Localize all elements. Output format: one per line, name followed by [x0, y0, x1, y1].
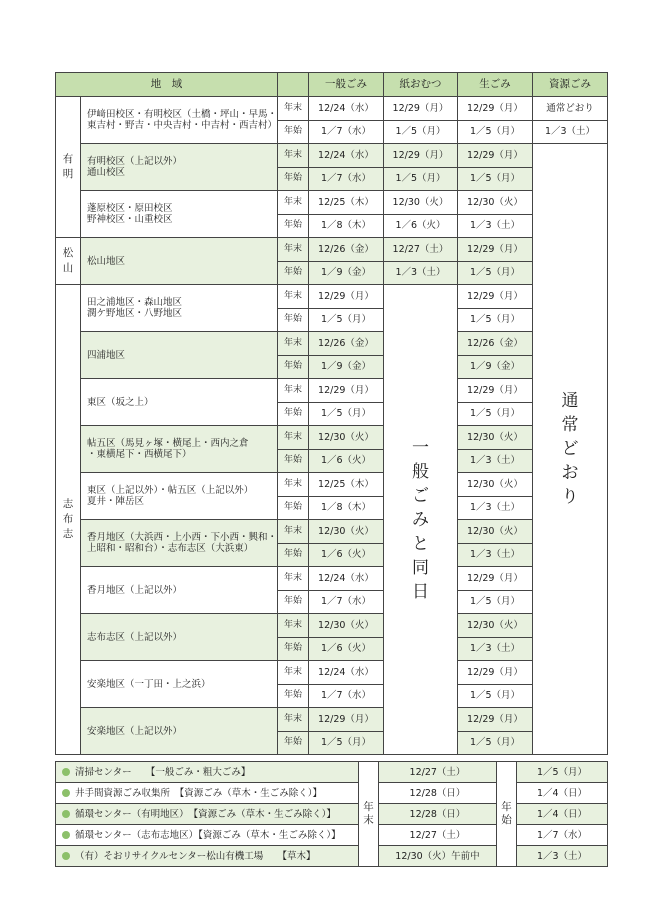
location-cell: 蓬原校区・原田校区 野神校区・山重校区	[81, 191, 278, 238]
general-end: 12/25（木）	[309, 473, 384, 497]
header-row	[56, 73, 608, 97]
period-end: 年末	[278, 567, 309, 591]
period-start: 年始	[278, 543, 309, 567]
header-area: 地 域	[56, 73, 278, 97]
period-end: 年末	[278, 473, 309, 497]
table-row	[56, 473, 608, 497]
general-start: 1／8（木）	[309, 214, 384, 238]
facility-name: （有）そおリサイクルセンター松山有機工場 【草木】	[56, 846, 359, 867]
table-row	[56, 285, 608, 309]
bullet-icon	[62, 810, 70, 818]
location-cell: 東区（上記以外）・帖五区（上記以外） 夏井・陣岳区	[81, 473, 278, 520]
bullet-icon	[62, 852, 70, 860]
raw-end: 12/29（月）	[458, 144, 533, 168]
raw-start: 1／5（月）	[458, 308, 533, 332]
facility-end-label: 年 末	[359, 762, 379, 867]
facility-row	[56, 804, 608, 825]
location-cell: 香月地区（大浜西・上小西・下小西・興和・ 上昭和・昭和台）・志布志区（大浜東）	[81, 520, 278, 567]
general-start: 1／6（火）	[309, 543, 384, 567]
general-start: 1／7（水）	[309, 684, 384, 708]
table-row	[56, 567, 608, 591]
location-cell: 志布志区（上記以外）	[81, 614, 278, 661]
table-row	[56, 97, 608, 121]
raw-end: 12/29（月）	[458, 567, 533, 591]
general-start: 1／7（水）	[309, 120, 384, 144]
raw-start: 1／5（月）	[458, 120, 533, 144]
facility-start-date: 1／4（日）	[517, 804, 608, 825]
general-end: 12/30（火）	[309, 614, 384, 638]
raw-start: 1／5（月）	[458, 261, 533, 285]
facility-name: 清掃センター 【一般ごみ・粗大ごみ】	[56, 762, 359, 783]
raw-end: 12/29（月）	[458, 379, 533, 403]
facility-row	[56, 846, 608, 867]
raw-end: 12/29（月）	[458, 97, 533, 121]
header-diaper: 紙おむつ	[384, 73, 458, 97]
facility-start-date: 1／7（水）	[517, 825, 608, 846]
period-start: 年始	[278, 731, 309, 755]
bullet-icon	[62, 831, 70, 839]
table-row	[56, 708, 608, 732]
facility-row	[56, 783, 608, 804]
general-start: 1／5（月）	[309, 731, 384, 755]
table-row	[56, 614, 608, 638]
facility-name: 井手間資源ごみ収集所 【資源ごみ（草木・生ごみ除く）】	[56, 783, 359, 804]
general-start: 1／9（金）	[309, 355, 384, 379]
raw-end: 12/29（月）	[458, 708, 533, 732]
location-cell: 帖五区（馬見ヶ塚・横尾上・西内之倉 ・東横尾下・西横尾下）	[81, 426, 278, 473]
region-shibushi: 志 布 志	[56, 285, 81, 755]
general-start: 1／7（水）	[309, 167, 384, 191]
general-end: 12/30（火）	[309, 520, 384, 544]
general-start: 1／5（月）	[309, 308, 384, 332]
facility-start-date: 1／4（日）	[517, 783, 608, 804]
period-start: 年始	[278, 120, 309, 144]
period-end: 年末	[278, 285, 309, 309]
general-end: 12/29（月）	[309, 708, 384, 732]
table-row	[56, 520, 608, 544]
diaper-merged: 一 般 ご み と 同 日	[384, 285, 458, 755]
facility-start-date: 1／5（月）	[517, 762, 608, 783]
period-end: 年末	[278, 238, 309, 262]
period-end: 年末	[278, 379, 309, 403]
raw-end: 12/30（火）	[458, 426, 533, 450]
raw-start: 1／3（土）	[458, 543, 533, 567]
period-end: 年末	[278, 332, 309, 356]
facility-end-date: 12/28（日）	[379, 783, 497, 804]
region-ariake: 有 明	[56, 97, 81, 238]
general-start: 1／6（火）	[309, 637, 384, 661]
schedule-table	[55, 72, 608, 755]
facility-end-date: 12/27（土）	[379, 825, 497, 846]
location-cell: 四浦地区	[81, 332, 278, 379]
diaper-end: 12/29（月）	[384, 144, 458, 168]
period-end: 年末	[278, 144, 309, 168]
facility-end-date: 12/30（火）午前中	[379, 846, 497, 867]
region-matsuyama: 松 山	[56, 238, 81, 285]
location-cell: 東区（坂之上）	[81, 379, 278, 426]
diaper-start: 1／5（月）	[384, 120, 458, 144]
raw-end: 12/30（火）	[458, 614, 533, 638]
raw-end: 12/30（火）	[458, 473, 533, 497]
header-general: 一般ごみ	[309, 73, 384, 97]
general-start: 1／7（水）	[309, 590, 384, 614]
general-end: 12/24（水）	[309, 144, 384, 168]
period-end: 年末	[278, 426, 309, 450]
raw-end: 12/29（月）	[458, 661, 533, 685]
raw-start: 1／3（土）	[458, 449, 533, 473]
raw-end: 12/30（火）	[458, 520, 533, 544]
general-start: 1／6（火）	[309, 449, 384, 473]
period-start: 年始	[278, 684, 309, 708]
period-start: 年始	[278, 167, 309, 191]
table-row	[56, 332, 608, 356]
diaper-start: 1／5（月）	[384, 167, 458, 191]
raw-start: 1／5（月）	[458, 731, 533, 755]
raw-start: 1／5（月）	[458, 167, 533, 191]
diaper-start: 1／6（火）	[384, 214, 458, 238]
raw-start: 1／9（金）	[458, 355, 533, 379]
header-raw: 生ごみ	[458, 73, 533, 97]
period-start: 年始	[278, 214, 309, 238]
raw-start: 1／3（土）	[458, 496, 533, 520]
table-row	[56, 238, 608, 262]
period-start: 年始	[278, 261, 309, 285]
facility-table	[55, 761, 608, 867]
raw-end: 12/29（月）	[458, 285, 533, 309]
period-start: 年始	[278, 402, 309, 426]
raw-end: 12/26（金）	[458, 332, 533, 356]
resource-end: 通常どおり	[533, 97, 608, 121]
raw-end: 12/30（火）	[458, 191, 533, 215]
facility-row	[56, 825, 608, 846]
bullet-icon	[62, 768, 70, 776]
table-row	[56, 191, 608, 215]
period-end: 年末	[278, 708, 309, 732]
period-start: 年始	[278, 590, 309, 614]
facility-start-date: 1／3（土）	[517, 846, 608, 867]
raw-start: 1／5（月）	[458, 402, 533, 426]
raw-end: 12/29（月）	[458, 238, 533, 262]
general-end: 12/24（水）	[309, 661, 384, 685]
diaper-start: 1／3（土）	[384, 261, 458, 285]
resource-merged: 通 常 ど お り	[533, 144, 608, 755]
period-end: 年末	[278, 191, 309, 215]
table-row	[56, 426, 608, 450]
diaper-end: 12/27（土）	[384, 238, 458, 262]
table-row	[56, 661, 608, 685]
location-cell: 香月地区（上記以外）	[81, 567, 278, 614]
facility-start-label: 年 始	[497, 762, 517, 867]
location-cell: 伊﨑田校区・有明校区（土橋・坪山・早馬・ 東吉村・野吉・中央吉村・中吉村・西吉村）	[81, 97, 278, 144]
raw-start: 1／5（月）	[458, 684, 533, 708]
location-cell: 安楽地区（上記以外）	[81, 708, 278, 755]
location-cell: 有明校区（上記以外） 通山校区	[81, 144, 278, 191]
raw-start: 1／3（土）	[458, 637, 533, 661]
period-start: 年始	[278, 449, 309, 473]
facility-end-date: 12/28（日）	[379, 804, 497, 825]
general-end: 12/24（水）	[309, 97, 384, 121]
diaper-end: 12/29（月）	[384, 97, 458, 121]
table-row	[56, 379, 608, 403]
facility-end-date: 12/27（土）	[379, 762, 497, 783]
header-period	[278, 73, 309, 97]
location-cell: 田之浦地区・森山地区 潤ケ野地区・八野地区	[81, 285, 278, 332]
period-end: 年末	[278, 520, 309, 544]
facility-name: 循環センター（有明地区） 【資源ごみ（草木・生ごみ除く）】	[56, 804, 359, 825]
general-end: 12/24（水）	[309, 567, 384, 591]
bullet-icon	[62, 789, 70, 797]
general-end: 12/29（月）	[309, 379, 384, 403]
location-cell: 安楽地区（一丁田・上之浜）	[81, 661, 278, 708]
location-cell: 松山地区	[81, 238, 278, 285]
general-end: 12/26（金）	[309, 238, 384, 262]
general-start: 1／8（木）	[309, 496, 384, 520]
general-end: 12/25（木）	[309, 191, 384, 215]
general-end: 12/29（月）	[309, 285, 384, 309]
period-start: 年始	[278, 355, 309, 379]
period-end: 年末	[278, 614, 309, 638]
period-end: 年末	[278, 97, 309, 121]
period-start: 年始	[278, 637, 309, 661]
facility-name: 循環センター（志布志地区）【資源ごみ（草木・生ごみ除く）】	[56, 825, 359, 846]
period-start: 年始	[278, 308, 309, 332]
general-start: 1／9（金）	[309, 261, 384, 285]
resource-start: 1／3（土）	[533, 120, 608, 144]
general-end: 12/26（金）	[309, 332, 384, 356]
header-resource: 資源ごみ	[533, 73, 608, 97]
raw-start: 1／3（土）	[458, 214, 533, 238]
period-end: 年末	[278, 661, 309, 685]
table-row	[56, 144, 608, 168]
general-end: 12/30（火）	[309, 426, 384, 450]
general-start: 1／5（月）	[309, 402, 384, 426]
diaper-end: 12/30（火）	[384, 191, 458, 215]
period-start: 年始	[278, 496, 309, 520]
facility-row	[56, 762, 608, 783]
raw-start: 1／5（月）	[458, 590, 533, 614]
